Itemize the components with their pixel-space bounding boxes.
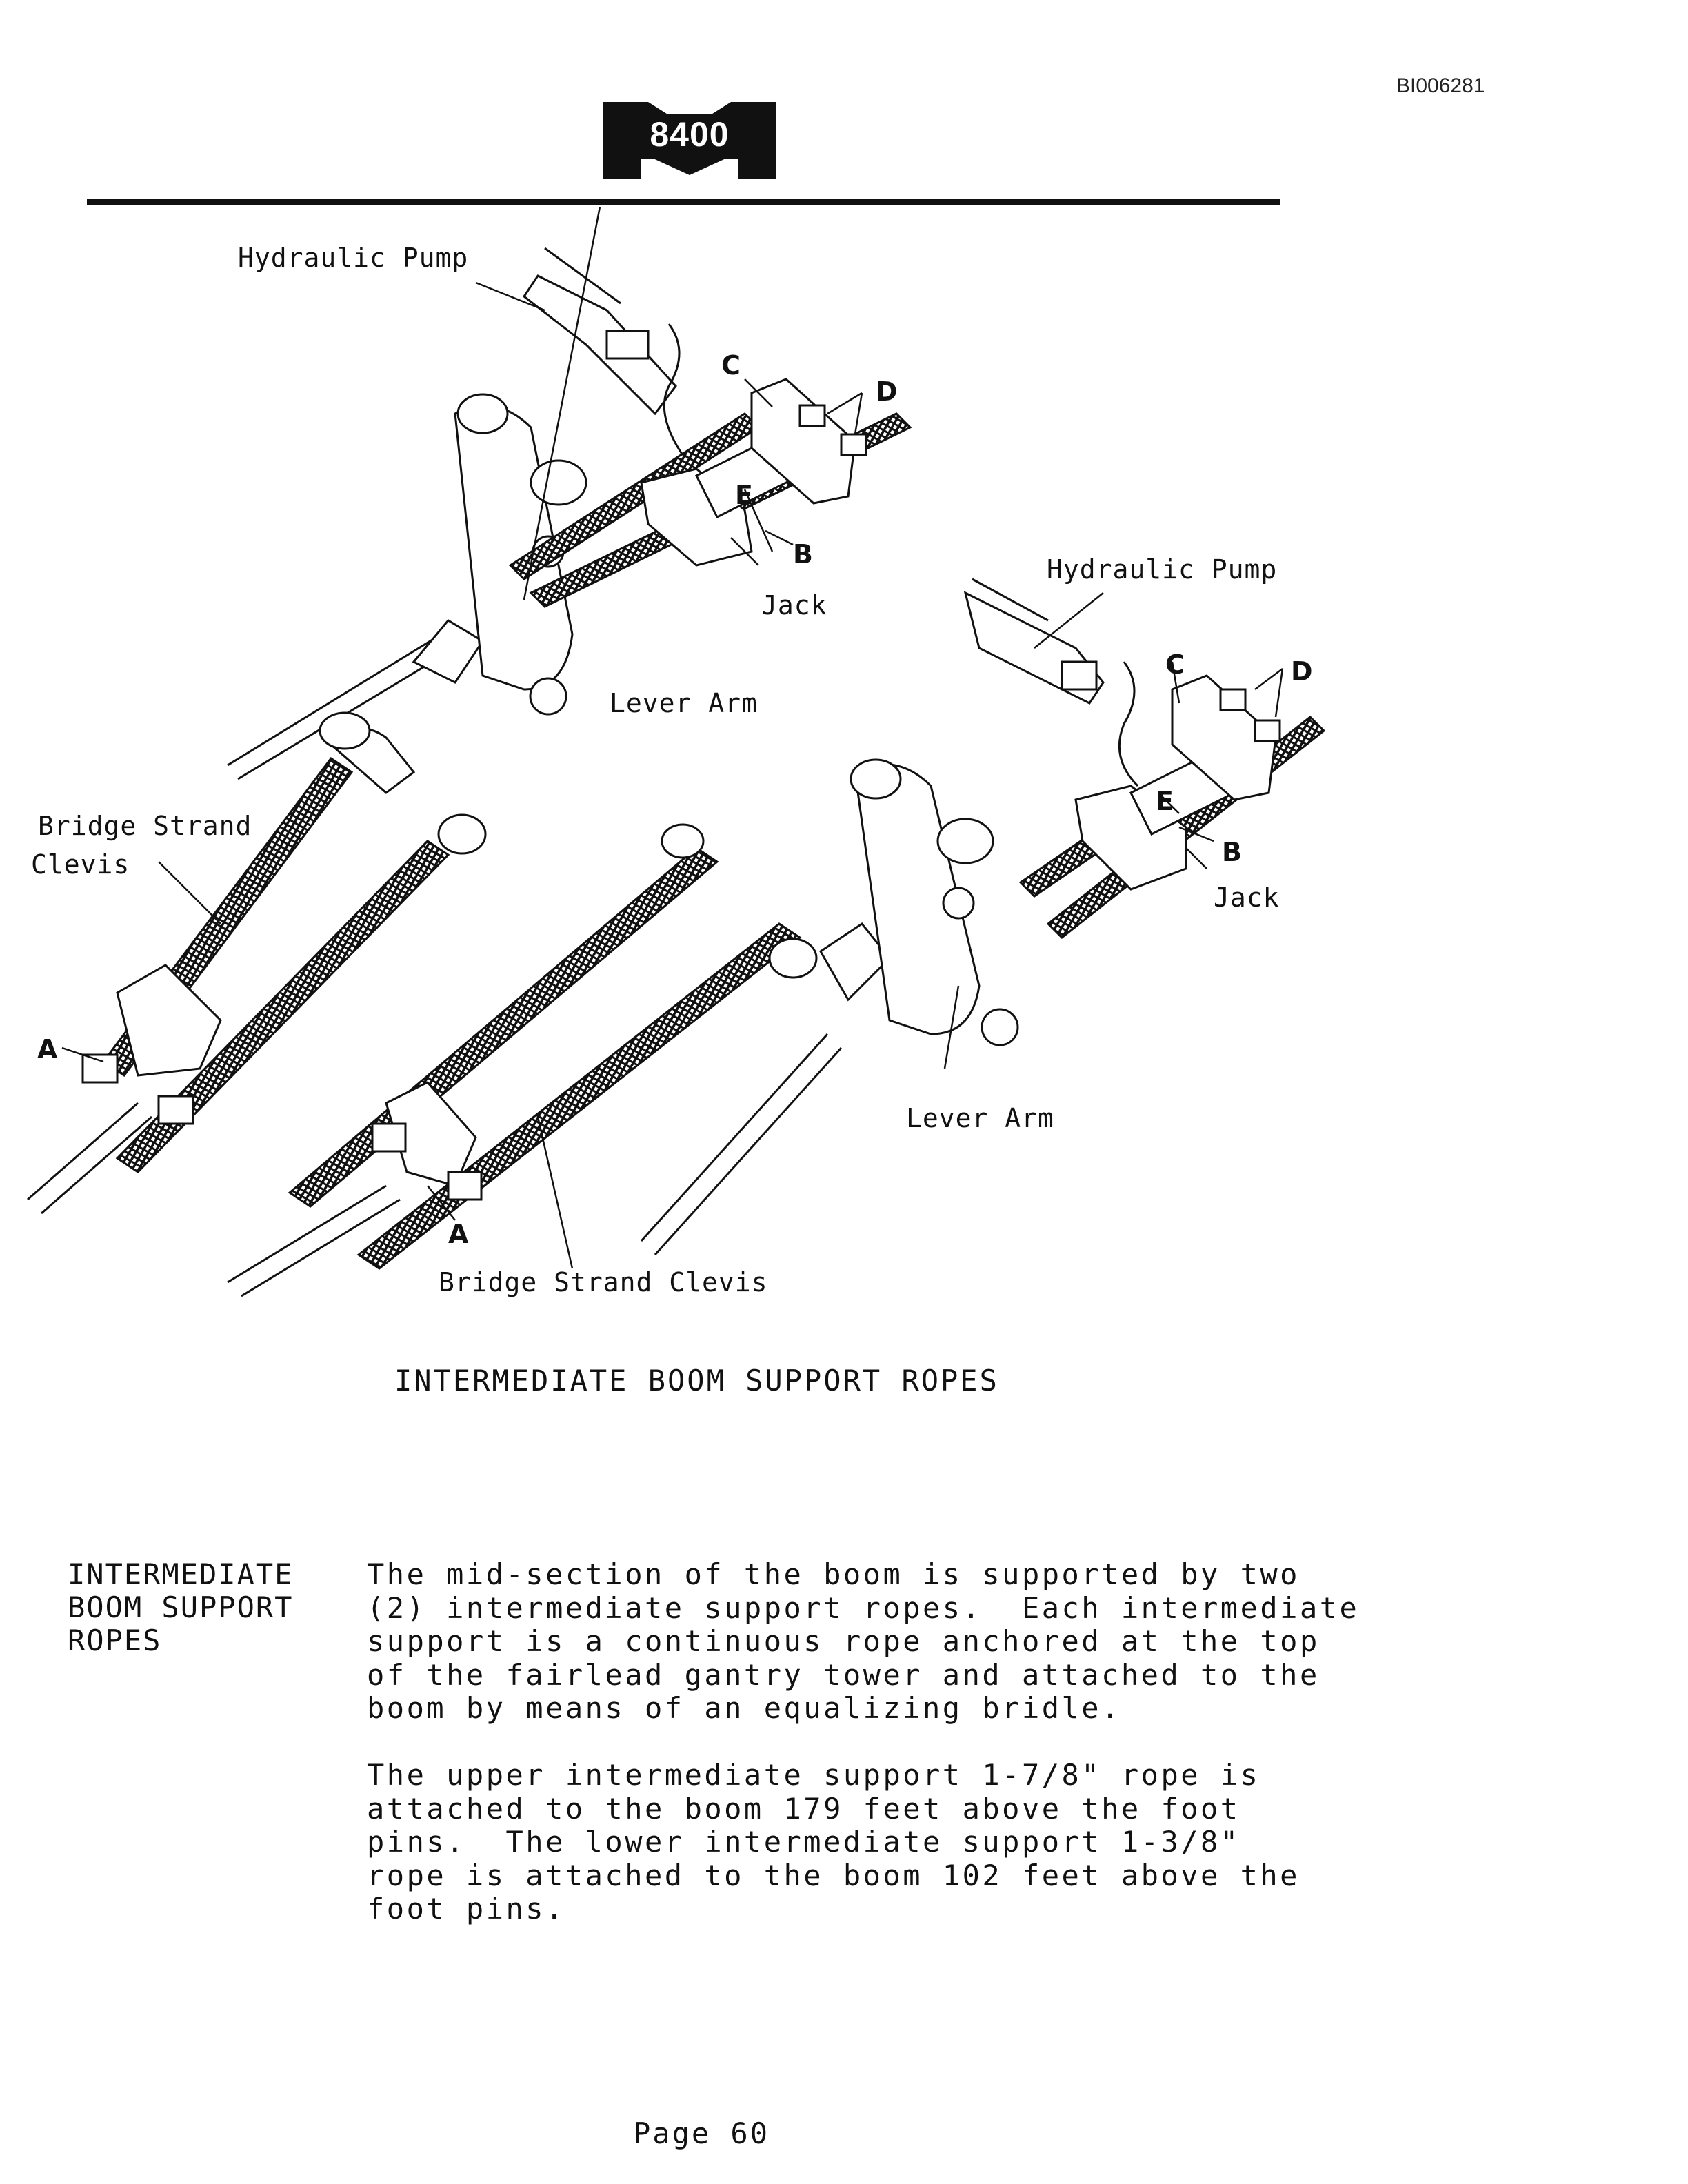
figure-caption: INTERMEDIATE BOOM SUPPORT ROPES xyxy=(394,1364,999,1397)
paragraph-line: (2) intermediate support ropes. Each intermediate xyxy=(367,1590,1360,1625)
paragraph-line: The mid-section of the boom is supported by two xyxy=(367,1557,1300,1591)
document-id: BI006281 xyxy=(1396,74,1485,97)
brand-logo xyxy=(603,94,776,179)
callout-e-right: E xyxy=(1156,786,1174,816)
paragraph-line: attached to the boom 179 feet above the foot xyxy=(367,1791,1240,1826)
section-heading xyxy=(68,1558,293,1657)
paragraph-line: pins. The lower intermediate support 1-3/8" xyxy=(367,1825,1240,1859)
callout-c-top: C xyxy=(721,350,741,381)
callout-jack-top: Jack xyxy=(761,590,827,620)
header-rule xyxy=(87,199,1280,205)
logo-model-number: 8400 xyxy=(650,115,730,154)
page-number: Page 60 xyxy=(633,2116,770,2150)
right-assembly xyxy=(641,579,1324,1255)
section-heading-line: BOOM SUPPORT xyxy=(68,1590,294,1624)
callout-d-right: D xyxy=(1291,656,1314,687)
paragraph-line: rope is attached to the boom 102 feet above the xyxy=(367,1858,1300,1892)
callout-c-right: C xyxy=(1165,649,1185,680)
paragraph-line: boom by means of an equalizing bridle. xyxy=(367,1691,1121,1725)
section-heading-line: ROPES xyxy=(68,1624,162,1657)
paragraph-line: of the fairlead gantry tower and attached to the xyxy=(367,1657,1320,1692)
paragraph-1 xyxy=(367,1558,1374,1726)
boom-support-diagram xyxy=(0,207,1688,1337)
paragraph-line: support is a continuous rope anchored at the top xyxy=(367,1624,1320,1658)
callout-bridge-strand-left-line1: Bridge Strand xyxy=(38,811,252,841)
upper-assembly xyxy=(228,248,910,779)
callout-bridge-strand-clevis-bottom: Bridge Strand Clevis xyxy=(439,1267,768,1297)
callout-jack-right: Jack xyxy=(1214,882,1280,913)
callout-a-left: A xyxy=(37,1034,59,1064)
paragraph-line: The upper intermediate support 1-7/8" rope is xyxy=(367,1758,1260,1792)
callout-hydraulic-pump-top: Hydraulic Pump xyxy=(238,243,469,273)
paragraph-line: foot pins. xyxy=(367,1892,565,1925)
callout-lever-arm-top: Lever Arm xyxy=(610,688,758,718)
callout-hydraulic-pump-right: Hydraulic Pump xyxy=(1047,554,1278,585)
callout-a-bottom: A xyxy=(448,1219,470,1249)
leader-lines xyxy=(62,207,1283,1268)
bottom-bridge-strand-clevis xyxy=(228,825,816,1296)
callout-lever-arm-bottom: Lever Arm xyxy=(906,1103,1054,1133)
callout-d-top: D xyxy=(876,376,898,407)
callout-b-right: B xyxy=(1222,837,1243,867)
callout-b-top: B xyxy=(793,539,814,569)
section-heading-line: INTERMEDIATE xyxy=(68,1557,294,1591)
callout-bridge-strand-left-line2: Clevis xyxy=(31,849,130,880)
paragraph-2 xyxy=(367,1759,1374,1926)
callout-e-top: E xyxy=(735,480,754,510)
